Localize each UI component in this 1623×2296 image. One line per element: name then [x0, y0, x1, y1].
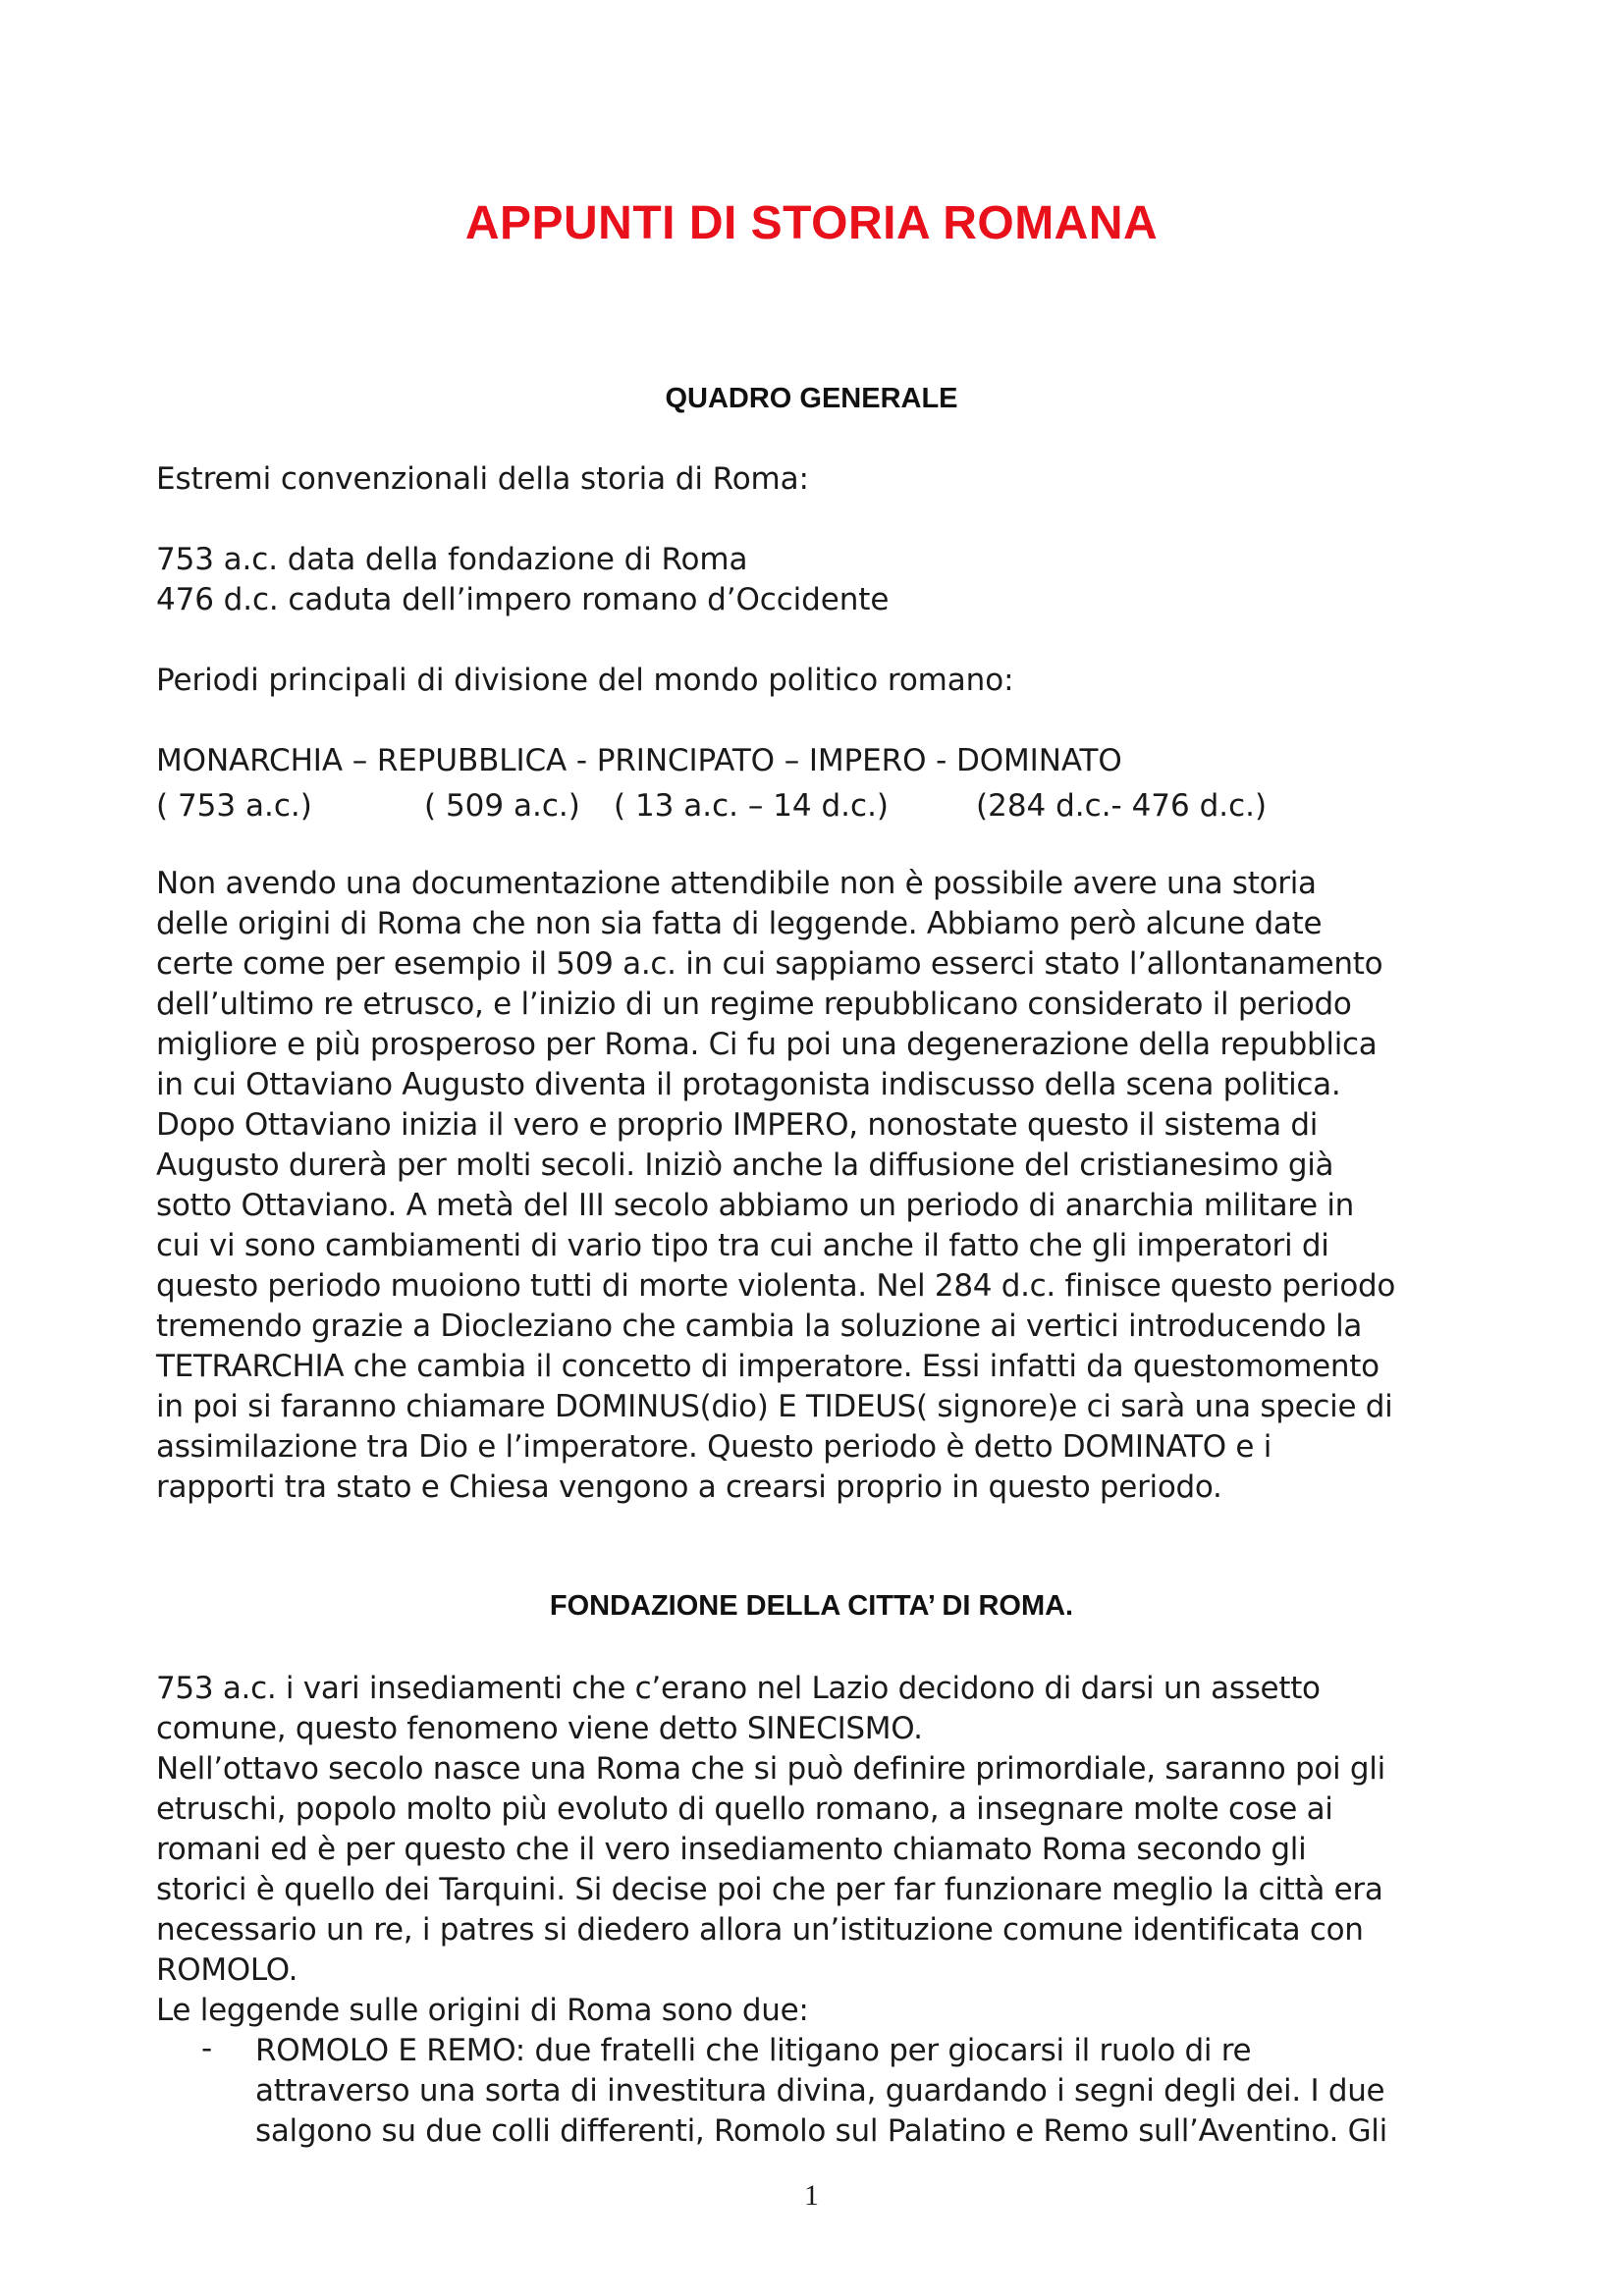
paragraph-line: tremendo grazie a Diocleziano che cambia la soluzione ai vertici introducendo la: [156, 1308, 1363, 1344]
paragraph-line: Non avendo una documentazione attendibile non è possibile avere una storia: [156, 866, 1317, 901]
paragraph-line: dell’ultimo re etrusco, e l’inizio di un regime repubblicano considerato il periodo: [156, 987, 1352, 1022]
periodo-date: ( 13 a.c. – 14 d.c.): [614, 788, 890, 824]
periodo-date: (284 d.c.- 476 d.c.): [976, 788, 1268, 824]
periodo-date: ( 509 a.c.): [424, 788, 580, 824]
paragraph-line: cui vi sono cambiamenti di vario tipo tra cui anche il fatto che gli imperatori di: [156, 1228, 1329, 1263]
periodi-line: MONARCHIA – REPUBBLICA - PRINCIPATO – IMPERO - DOMINATO: [156, 743, 1122, 778]
paragraph-line: migliore e più prosperoso per Roma. Ci fu poi una degenerazione della repubblica: [156, 1027, 1378, 1062]
bullet-line: attraverso una sorta di investitura divina, guardando i segni degli dei. I due: [255, 2073, 1385, 2109]
paragraph-line: 753 a.c. i vari insediamenti che c’erano nel Lazio decidono di darsi un assetto: [156, 1671, 1321, 1706]
section-heading-quadro-generale: QUADRO GENERALE: [665, 383, 958, 414]
fondazione-paragraph: [156, 1669, 1491, 2031]
periodo-date: ( 753 a.c.): [156, 788, 312, 824]
periodi-dates-row: [0, 788, 1623, 828]
paragraph-line: TETRARCHIA che cambia il concetto di imperatore. Essi infatti da questomomento: [156, 1349, 1380, 1384]
estremi-intro: Estremi convenzionali della storia di Roma:: [156, 461, 809, 497]
paragraph-line: romani ed è per questo che il vero insediamento chiamato Roma secondo gli: [156, 1832, 1307, 1867]
paragraph-line: ROMOLO.: [156, 1952, 298, 1988]
paragraph-line: storici è quello dei Tarquini. Si decise poi che per far funzionare meglio la città era: [156, 1872, 1383, 1907]
paragraph-line: Augusto durerà per molti secoli. Iniziò anche la diffusione del cristianesimo già: [156, 1148, 1334, 1183]
paragraph-line: comune, questo fenomeno viene detto SINECISMO.: [156, 1711, 923, 1746]
paragraph-line: necessario un re, i patres si diedero allora un’istituzione comune identificata con: [156, 1912, 1364, 1948]
section-heading-fondazione: FONDAZIONE DELLA CITTA’ DI ROMA.: [549, 1590, 1074, 1622]
paragraph-line: delle origini di Roma che non sia fatta di leggende. Abbiamo però alcune date: [156, 906, 1323, 941]
estremi-line: 753 a.c. data della fondazione di Roma: [156, 542, 748, 577]
paragraph-line: in poi si faranno chiamare DOMINUS(dio) E TIDEUS( signore)e ci sarà una specie di: [156, 1389, 1393, 1424]
quadro-paragraph: [156, 864, 1491, 1508]
paragraph-line: Dopo Ottaviano inizia il vero e proprio IMPERO, nonostate questo il sistema di: [156, 1107, 1319, 1143]
paragraph-line: questo periodo muoiono tutti di morte violenta. Nel 284 d.c. finisce questo periodo: [156, 1268, 1396, 1304]
paragraph-line: in cui Ottaviano Augusto diventa il protagonista indiscusso della scena politica.: [156, 1067, 1341, 1102]
document-title: APPUNTI DI STORIA ROMANA: [464, 197, 1159, 249]
paragraph-line: rapporti tra stato e Chiesa vengono a crearsi proprio in questo periodo.: [156, 1469, 1222, 1505]
periodi-intro: Periodi principali di divisione del mondo politico romano:: [156, 663, 1014, 698]
paragraph-line: etruschi, popolo molto più evoluto di quello romano, a insegnare molte cose ai: [156, 1791, 1333, 1827]
paragraph-line: assimilazione tra Dio e l’imperatore. Questo periodo è detto DOMINATO e i: [156, 1429, 1272, 1465]
paragraph-line: Le leggende sulle origini di Roma sono due:: [156, 1993, 809, 2028]
bullet-line: salgono su due colli differenti, Romolo sul Palatino e Remo sull’Aventino. Gli: [255, 2113, 1387, 2149]
paragraph-line: certe come per esempio il 509 a.c. in cui sappiamo esserci stato l’allontanamento: [156, 946, 1383, 982]
bullet-dash: -: [201, 2031, 213, 2066]
bullet-line: ROMOLO E REMO: due fratelli che litigano per giocarsi il ruolo di re: [255, 2033, 1252, 2068]
estremi-line: 476 d.c. caduta dell’impero romano d’Occidente: [156, 582, 890, 617]
paragraph-line: Nell’ottavo secolo nasce una Roma che si può definire primordiale, saranno poi gli: [156, 1751, 1385, 1787]
bullet-item-romolo-remo: [255, 2031, 1492, 2152]
page-number: 1: [804, 2179, 819, 2212]
paragraph-line: sotto Ottaviano. A metà del III secolo abbiamo un periodo di anarchia militare in: [156, 1188, 1355, 1223]
